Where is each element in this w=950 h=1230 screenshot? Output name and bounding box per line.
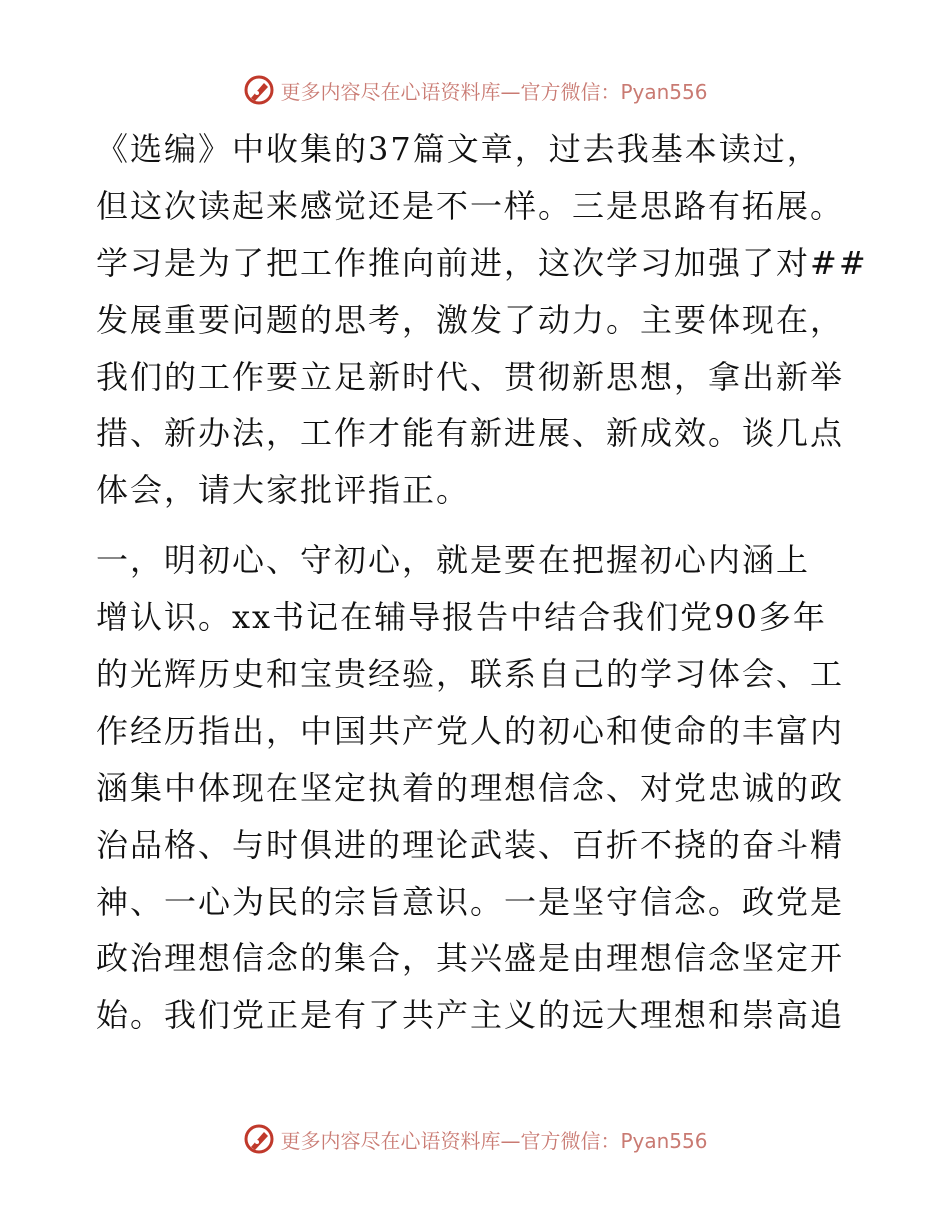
text-line: 措、新办法，工作才能有新进展、新成效。谈几点 — [96, 414, 845, 453]
text-line: 学习是为了把工作推向前进，这次学习加强了对## — [96, 243, 868, 282]
footer-watermark-text: 更多内容尽在心语资料库—官方微信：Pyan556 — [280, 1128, 708, 1153]
header-watermark-text: 更多内容尽在心语资料库—官方微信：Pyan556 — [280, 79, 708, 104]
footer-watermark — [0, 1119, 950, 1159]
paragraph-gap — [96, 519, 856, 532]
text-line: 始。我们党正是有了共产主义的远大理想和崇高追 — [96, 996, 845, 1035]
text-line: 体会，请大家批评指正。 — [96, 471, 471, 510]
text-line: 但这次读起来感觉还是不一样。三是思路有拓展。 — [96, 186, 845, 225]
text-line: 发展重要问题的思考，激发了动力。主要体现在， — [96, 300, 845, 339]
text-line: 我们的工作要立足新时代、贯彻新思想，拿出新举 — [96, 357, 845, 396]
header-watermark — [0, 70, 950, 110]
text-line: 涵集中体现在坚定执着的理想信念、对党忠诚的政 — [96, 768, 845, 807]
pen-nib-circle-icon — [242, 1122, 276, 1156]
document-body — [96, 121, 868, 1044]
pen-nib-circle-icon — [242, 73, 276, 107]
text-line: 神、一心为民的宗旨意识。一是坚守信念。政党是 — [96, 882, 845, 921]
text-line: 《选编》中收集的37篇文章，过去我基本读过， — [96, 130, 821, 168]
text-line: 政治理想信念的集合，其兴盛是由理想信念坚定开 — [96, 939, 845, 978]
text-line: 增认识。xx书记在辅导报告中结合我们党90多年 — [96, 598, 827, 637]
text-line: 作经历指出，中国共产党人的初心和使命的丰富内 — [96, 711, 845, 750]
text-line: 治品格、与时俱进的理论武装、百折不挠的奋斗精 — [96, 825, 845, 864]
text-line: 的光辉历史和宝贵经验，联系自己的学习体会、工 — [96, 655, 845, 694]
text-line: 一，明初心、守初心，就是要在把握初心内涵上 — [96, 541, 811, 580]
paragraph-1 — [96, 121, 868, 519]
paragraph-2 — [96, 532, 856, 1044]
